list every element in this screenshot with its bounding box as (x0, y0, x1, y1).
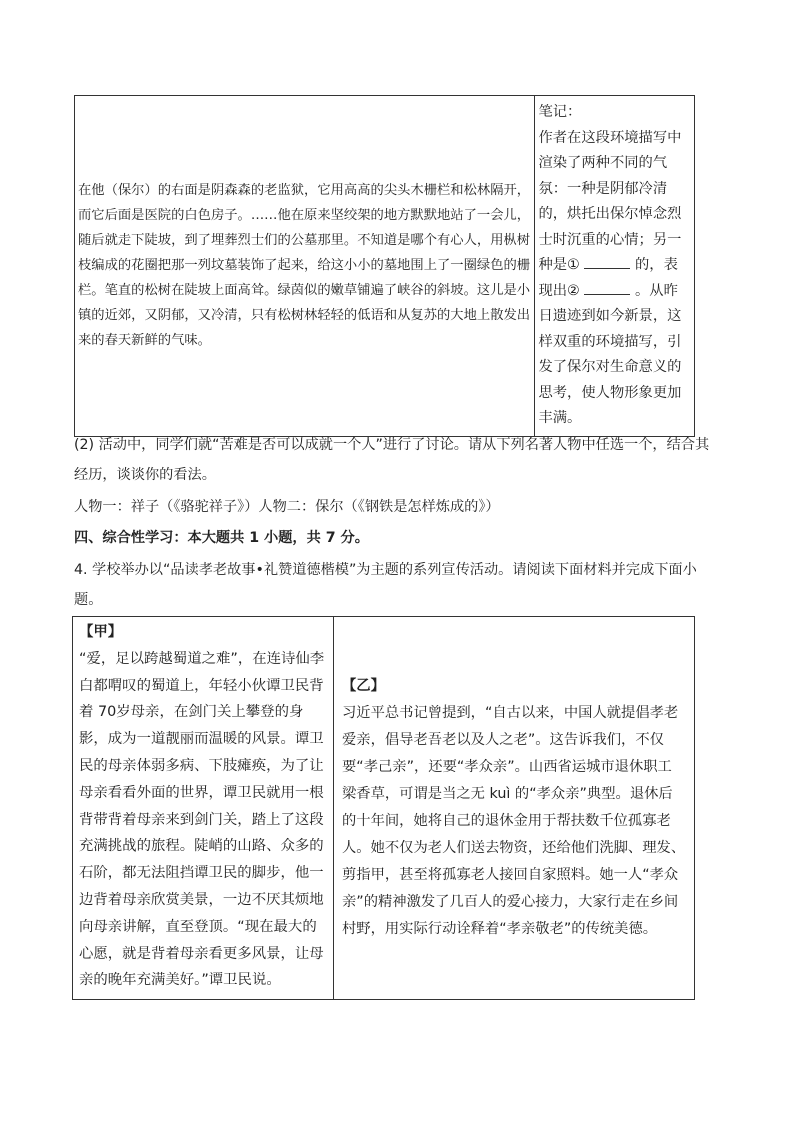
question-2: (2) 活动中，同学们就“苦难是否可以成就一个人”进行了讨论。请从下列名著人物中任选一个，结合其经历，谈谈你的看法。 (74, 437, 710, 483)
section-4-heading: 四、综合性学习：本大题共 1 小题，共 7 分。 (74, 530, 369, 546)
material-jia (79, 619, 327, 994)
answer-blank-1[interactable] (584, 254, 630, 269)
reading-note-table (74, 95, 695, 437)
note-part3: 。从昨日遗迹到如今新景，这样双重的环境描写，引发了保尔对生命意义的思考，使人物形象更加丰满。 (538, 282, 682, 426)
jia-label: 【甲】 (79, 624, 123, 640)
note-part1: 作者在这段环境描写中渲染了两种不同的气氛：一种是阴郁冷清的，烘托出保尔悼念烈士时沉重的心情；另一种是① (538, 129, 682, 273)
note-cell (535, 96, 695, 437)
material-jia-cell (73, 617, 334, 1000)
material-yi-cell (334, 617, 695, 1000)
jia-text: “爱，足以跨越蜀道之难”，在连诗仙李白都喟叹的蜀道上，年轻小伙谭卫民背着 70岁母亲，在剑门关上攀登的身影，成为一道靓丽而温暖的风景。谭卫民的母亲体弱多病、下肢瘫痪，为了让母亲看看外面的世界，谭卫民就用一根背带背着母亲来到剑门关，踏上了这段充满挑战的旅程。陡峭的山路、众多的石阶，都无法阻挡谭卫民的脚步，他一边背着母亲欣赏美景，一边不厌其烦地向母亲讲解，直至登顶。“现在最大的心愿，就是背着母亲看更多风景，让母亲的晚年充满美好。”谭卫民说。 (79, 650, 325, 989)
note-part2: 的，表现出② (538, 257, 678, 299)
question-4: 4. 学校举办以“品读孝老故事•礼赞道德楷模”为主题的系列宣传活动。请阅读下面材料并完成下面小题。 (74, 562, 697, 608)
material-yi (342, 673, 686, 943)
passage-text: 在他（保尔）的右面是阴森森的老监狱，它用高高的尖头木栅栏和松林隔开，而它后面是医院的白色房子。……他在原来坚绞架的地方默默地站了一会儿，随后就走下陡坡，到了埋葬烈士们的公墓那里。不知道是哪个有心人，用枞树枝编成的花圈把那一列坟墓装饰了起来，给这小小的墓地围上了一圈绿色的栅栏。笔直的松树在陡坡上面高耸。绿茵似的嫩草铺遍了峡谷的斜坡。这儿是小镇的近郊，又阴郁，又冷清，只有松树林轻轻的低语和从复苏的大地上散发出来的春天新鲜的气味。 (78, 183, 531, 349)
materials-table (72, 616, 695, 1000)
yi-label: 【乙】 (342, 678, 385, 694)
note-text (538, 100, 691, 432)
answer-blank-2[interactable] (584, 280, 630, 295)
passage-cell (75, 96, 535, 437)
persons-line: 人物一：祥子（《骆驼祥子》）人物二：保尔（《钢铁是怎样炼成的》） (74, 499, 500, 515)
note-title: 笔记： (538, 104, 582, 120)
yi-text: 习近平总书记曾提到，“自古以来，中国人就提倡孝老爱亲，倡导老吾老以及人之老”。这告诉我们，不仅要“孝己亲”，还要“孝众亲”。山西省运城市退休职工梁香草，可谓是当之无 kuì 的“孝众亲”典型。退休后的十年间，她将自己的退休金用于帮扶数千位孤寡老人。她不仅为老人们送去物资，还给他们洗脚、理发、剪指甲，甚至将孤寡老人接回自家照料。她一人“孝众亲”的精神激发了几百人的爱心接力，大家行走在乡间村野，用实际行动诠释着“孝亲敬老”的传统美德。 (342, 705, 686, 937)
